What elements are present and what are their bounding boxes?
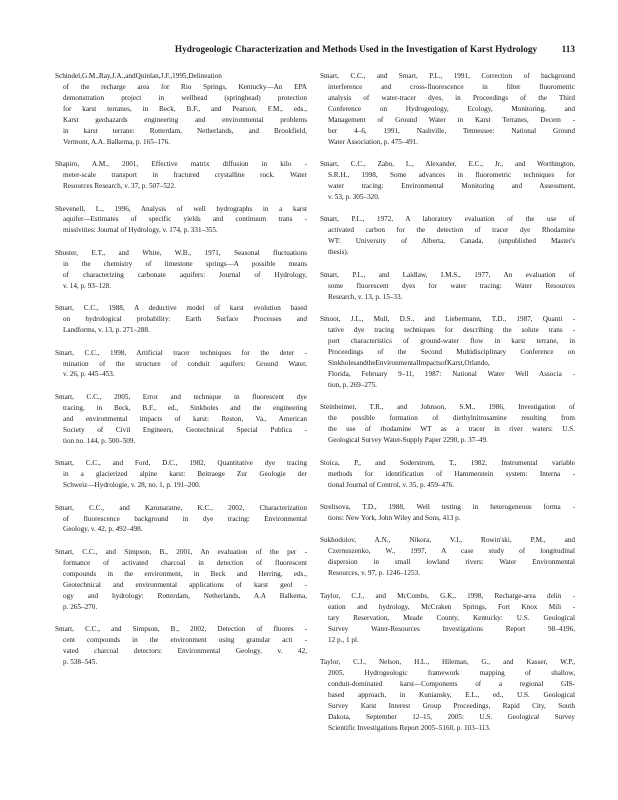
reference-entry <box>320 314 575 391</box>
reference-line: v. 53, p. 305–320. <box>328 193 380 202</box>
reference-line: ogy and hydrology: Rotterdam, Netherlands, A.A Balkema, <box>63 591 307 600</box>
reference-line: for karst terranes, in Beck, B.F., and Pearson, F.M., eds., <box>63 104 307 113</box>
reference-line: 12 p., 1 pl. <box>328 635 359 644</box>
reference-line: Taylor, C.J., and McCombs, G.K., 1998, Recharge-area delin - <box>320 591 575 600</box>
reference-line: dispersion in small lowland rivers: Water Environmental <box>328 558 575 567</box>
reference-line: Smart, P.L., and Laidlaw, I.M.S., 1977, An evaluation of <box>320 270 575 279</box>
reference-line: Shuster, E.T., and White, W.B., 1971, Seasonal fluctuations <box>55 248 307 257</box>
reference-line: vated charcoal detectors: Environmental Geology, v. 42, <box>63 647 307 656</box>
reference-line: Survey Karst Interest Group Proceedings, Rapid City, South <box>328 701 575 710</box>
reference-line: aquifer—Estimates of specific yields and continuum trans - <box>63 215 307 224</box>
reference-line: Management of Ground Water in Karst Terranes, Decem - <box>328 115 575 124</box>
reference-line: Geological Survey Water-Supply Paper 2290, p. 37–49. <box>328 436 488 445</box>
reference-line: Taylor, C.J., Nelson, H.L., Hileman, G., and Kasser, W.P., <box>320 657 575 666</box>
reference-entry <box>320 657 575 734</box>
reference-line: of the recharge area for Rio Springs, Kentucky—An EPA <box>63 82 307 91</box>
reference-entry <box>55 159 307 192</box>
reference-line: eation and hydrology, McCraken Springs, Fort Knox Mili - <box>328 602 575 611</box>
reference-line: Smart, C.C., Zabo, L., Alexander, E.C., Jr., and Worthington, <box>320 160 575 169</box>
reference-line: thesis). <box>328 248 349 257</box>
reference-line: Survey Water-Resources Investigations Report 98–4196, <box>328 624 575 633</box>
reference-line: Vermont, A.A. Balkema, p. 165–176. <box>63 137 170 146</box>
reference-line: Smart, C.C., and Simpson, B., 2002, Detection of fluores - <box>55 625 307 634</box>
reference-line: Smart, P.L., 1972, A laboratory evaluation of the use of <box>320 215 575 224</box>
reference-entry <box>320 71 575 148</box>
reference-line: v. 14, p. 93–128. <box>63 281 112 290</box>
reference-line: some fluorescent dyes for water tracing: Water Resources <box>328 281 575 290</box>
reference-line: tracing, in Beck, B.F., ed., Sinkholes and the engineering <box>63 403 307 412</box>
reference-line: Proceedings of the Second Multidisciplinary Conference on <box>328 348 575 357</box>
reference-line: tion no. 144, p. 500–509. <box>63 436 136 445</box>
reference-line: the possible formation of diethylnitrosamine resulting from <box>328 414 575 423</box>
reference-line: Smart, C.C., 1988, A deductive model of karst evolution based <box>55 304 307 313</box>
reference-line: of fluorescence background in dye tracing: Environmental <box>63 514 307 523</box>
reference-line: Schweiz—Hydrologie, v. 28, no. 1, p. 191–200. <box>63 481 201 490</box>
reference-entry <box>320 458 575 491</box>
reference-line: Geology, v. 42, p. 492–498. <box>63 525 143 534</box>
reference-line: v. 26, p. 445–453. <box>63 370 115 379</box>
reference-entry <box>55 392 307 447</box>
reference-line: the use of rhodamine WT as a tracer in river waters: U.S. <box>328 425 575 434</box>
running-header-title: Hydrogeologic Characterization and Methods Used in the Investigation of Karst Hydrology <box>174 44 538 54</box>
reference-line: port characteristics of ground-water flow in karst terrane, in <box>328 337 575 346</box>
reference-entry <box>55 303 307 336</box>
reference-line: Water Association, p. 475–491. <box>328 137 419 146</box>
reference-line: interference and cross-fluorescence in filter fluorometric <box>328 82 575 91</box>
reference-entry <box>55 458 307 491</box>
reference-line: compounds in the environment, in Beck and Herring, eds., <box>63 569 307 578</box>
reference-line: Smart, C.C., and Ford, D.C., 1982, Quantitative dye tracing <box>55 459 307 468</box>
reference-line: Research, v. 13, p. 15–33. <box>328 292 403 301</box>
reference-line: on hydrological probability: Earth Surface Processes and <box>63 315 307 324</box>
reference-line: formance of activated charcoal in detection of fluorescent <box>63 558 307 567</box>
reference-line: 2005, Hydrogeologic framework mapping of shallow, <box>328 668 575 677</box>
reference-line: missivities: Journal of Hydrology, v. 174, p. 331–355. <box>63 226 218 235</box>
reference-line: activated carbon for the detection of tracer dye Rhodamine <box>328 226 575 235</box>
reference-line: SinkholesandtheEnvironmentalImpactsofKarst,Orlando, <box>328 358 490 367</box>
reference-line: tions: New York, John Wiley and Sons, 413 p. <box>328 513 461 522</box>
reference-line: water tracing: Environmental Monitoring and Assessment, <box>328 182 575 191</box>
reference-entry <box>320 502 575 524</box>
reference-line: Smart, C.C., and Karunaratne, K.C., 2002, Characterization <box>55 503 307 512</box>
reference-line: meter-scale transport in fractured crystalline rock. Water <box>63 171 307 180</box>
reference-line: Resources Research, v. 37, p. 507–522. <box>63 182 176 191</box>
running-header <box>60 44 575 54</box>
reference-entry <box>55 547 307 613</box>
reference-line: Shapiro, A.M., 2001, Effective matrix diffusion in kilo - <box>55 160 307 169</box>
reference-line: Schindel,G.M.,Ray,J.A.,andQuinlan,J.F.,1995,Delineation <box>55 72 222 80</box>
reference-line: Streltsova, T.D., 1988, Well testing in heterogeneous forma - <box>320 503 575 511</box>
reference-line: Conference on Hydrogeology, Ecology, Monitoring, and <box>328 104 575 113</box>
references-left-column <box>55 71 307 679</box>
reference-entry <box>55 248 307 292</box>
reference-line: in a glacierized alpine karst: Beitraege Zur Geologie der <box>63 470 307 479</box>
reference-entry <box>55 71 307 148</box>
reference-entry <box>55 348 307 381</box>
reference-line: Smoot, J.L., Mull, D.S., and Liebermann, T.D., 1987, Quanti - <box>320 315 575 324</box>
reference-line: Smart, C.C., 1998, Artificial tracer techniques for the deter - <box>55 348 307 357</box>
reference-line: in the chemistry of limestone springs—A possible means <box>63 259 307 268</box>
reference-line: Florida, February 9–11, 1987: National Water Well Associa - <box>328 369 575 378</box>
reference-line: ber 4–6, 1991, Nashville, Tennessee: National Ground <box>328 126 575 135</box>
reference-line: and environmental impacts of karst: Reston, Va., American <box>63 414 307 423</box>
reference-line: Smart, C.C., 2005, Error and technique in fluorescent dye <box>55 392 307 401</box>
reference-line: conduit-dominated karst—Components of a regional GIS- <box>328 679 575 688</box>
reference-line: analysis of water-tracer dyes, in Proceedings of the Third <box>328 93 575 102</box>
reference-entry <box>320 402 575 446</box>
reference-entry <box>320 159 575 203</box>
reference-line: based approach, in Kuniansky, E.L., ed., U.S. Geological <box>328 690 575 699</box>
reference-line: Dakota, September 12–15, 2005: U.S. Geological Survey <box>328 712 575 721</box>
references-right-column <box>320 71 575 745</box>
reference-line: Smart, C.C., and Smart, P.L., 1991, Correction of background <box>320 72 575 80</box>
reference-line: tional Journal of Control, v. 35, p. 459–476. <box>328 480 455 489</box>
reference-entry <box>320 591 575 646</box>
reference-entry <box>55 624 307 668</box>
reference-line: WT: University of Alberta, Canada, (unpublished Master's <box>328 237 575 246</box>
reference-entry <box>320 535 575 579</box>
reference-line: cent compounds in the environment using granular acti - <box>63 636 307 645</box>
reference-line: mination of the structure of conduit aquifers: Ground Water, <box>63 359 307 368</box>
reference-line: Steinheimer, T.R., and Johnson, S.M., 1986, Investigation of <box>320 403 575 412</box>
reference-line: Smart, C.C., and Simpson, B., 2001, An evaluation of the per - <box>55 547 307 556</box>
reference-line: methods for identification of Hammerstein system: Interna - <box>328 469 575 478</box>
reference-line: in karst terrane: Rotterdam, Netherlands, and Brookfield, <box>63 126 307 135</box>
reference-line: Stoica, P., and Soderstrom, T., 1982, Instrumental variable <box>320 458 575 467</box>
reference-line: Society of Civil Engineers, Geotechnical Special Publica - <box>63 425 307 434</box>
reference-line: S.R.H., 1998, Some advances in fluorometric techniques for <box>328 171 575 180</box>
reference-line: Landforms, v. 13, p. 271–288. <box>63 326 150 335</box>
reference-entry <box>55 204 307 237</box>
reference-entry <box>55 503 307 536</box>
reference-line: Czernuszenko, W., 1997, A case study of longitudinal <box>328 547 575 556</box>
reference-line: of characterizing carbonate aquifers: Journal of Hydrology, <box>63 270 307 279</box>
reference-line: demonstration project in wellhead (springhead) protection <box>63 93 307 102</box>
reference-entry <box>320 214 575 258</box>
reference-line: Shevenell, L., 1996, Analysis of well hydrographs in a karst <box>55 204 307 213</box>
reference-entry <box>320 270 575 303</box>
reference-line: p. 265–270. <box>63 602 98 611</box>
reference-line: Resources, v. 97, p. 1246–1253. <box>328 569 420 578</box>
reference-line: tion, p. 269–275. <box>328 380 377 389</box>
reference-line: tative dye tracing techniques for describing the solute trans - <box>328 326 575 335</box>
reference-line: Karst geohazards engineering and environmental problems <box>63 115 307 124</box>
reference-line: Sukhodolov, A.N., Nikora, V.I., Rowin'ski, P.M., and <box>320 536 575 545</box>
reference-line: Geotechnical and environmental applications of karst geol - <box>63 580 307 589</box>
reference-line: tary Reservation, Meade County, Kentucky: U.S. Geological <box>328 613 575 622</box>
reference-line: p. 538–545. <box>63 657 98 666</box>
reference-line: Scientific Investigations Report 2005–5160, p. 103–113. <box>328 723 491 732</box>
page-number: 113 <box>561 44 575 54</box>
